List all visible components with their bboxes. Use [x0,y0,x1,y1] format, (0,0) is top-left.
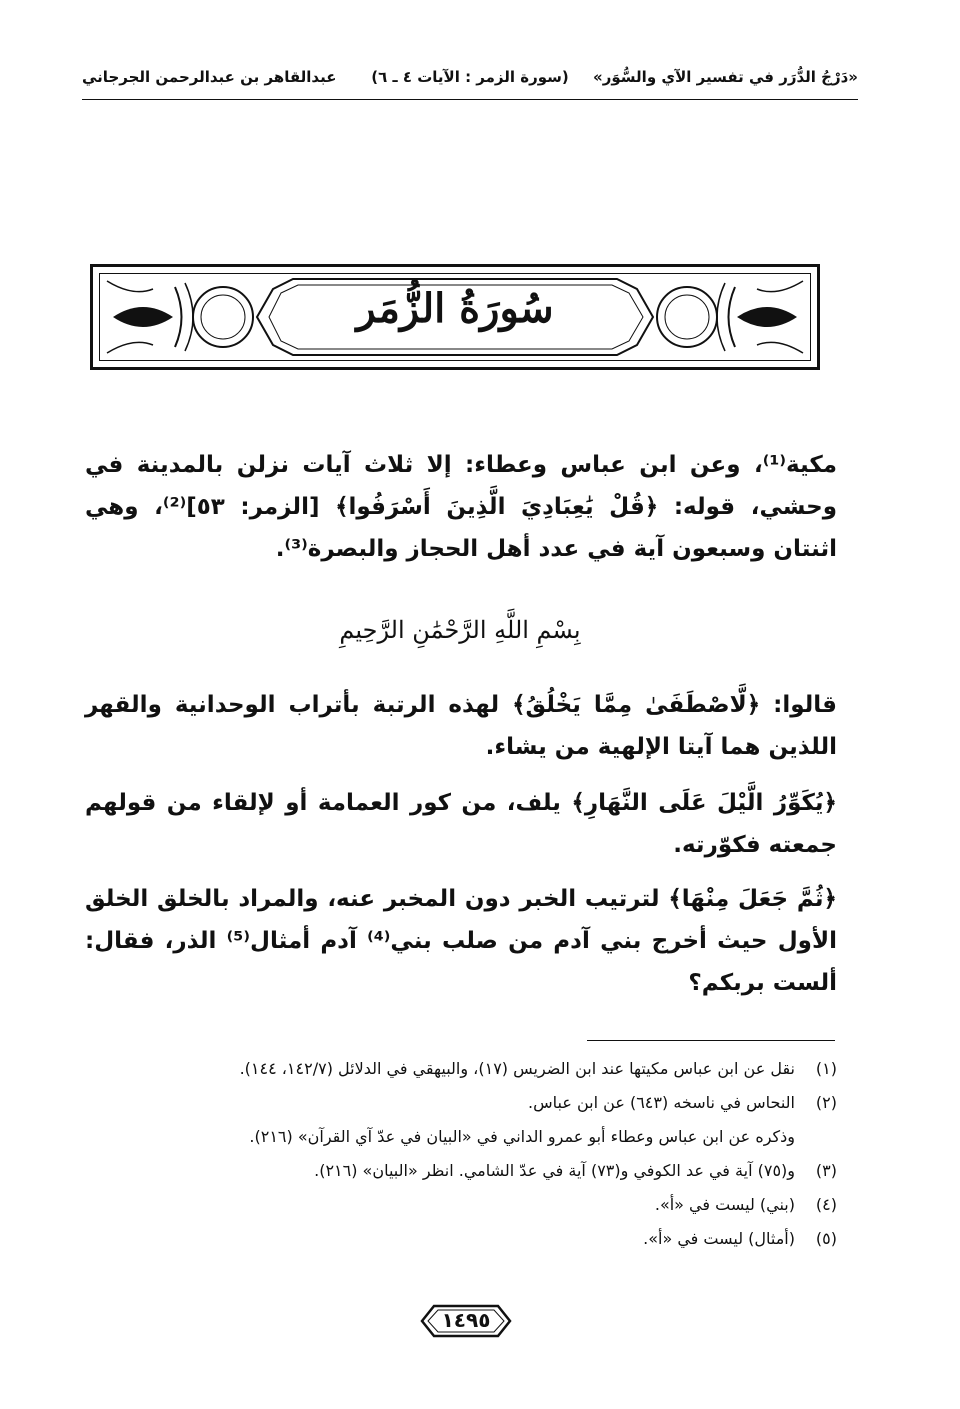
footnote-text: النحاس في ناسخه (٦٤٣) عن ابن عباس. [528,1093,795,1112]
paragraph-verse-6: ﴿ثُمَّ جَعَلَ مِنْهَا﴾ لترتيب الخبر دون المخبر عنه، والمراد بالخلق الخلق الأول حيث أخرج بني آدم من صلب بني⁽⁴⁾ آدم أمثال⁽⁵⁾ الذر، فقال: ألست بربكم؟ [85,886,837,996]
running-header [82,66,858,92]
footnote-divider [587,1040,835,1041]
footnote-continuation [85,1120,837,1154]
footnote-number: (٤) [815,1195,837,1214]
header-author: عبدالقاهر بن عبدالرحمن الجرجاني [82,68,337,86]
paragraph-verse-5: ﴿يُكَوِّرُ الَّيْلَ عَلَى النَّهَارِ﴾ يلف، من كور العمامة أو لإلقاء من قولهم جمعته فكوّرته. [85,790,837,858]
header-divider [82,99,858,100]
header-book-title: «دَرْجُ الدُّرَر في تفسير الآي والسُّوَر» [593,68,858,86]
paragraph-intro: مكية⁽¹⁾، وعن ابن عباس وعطاء: إلا ثلاث آيات نزلن بالمدينة في وحشي، قوله: ﴿قُلْ يَٰعِبَادِيَ الَّذِينَ أَسْرَفُوا﴾ [الزمر: ٥٣]⁽²⁾، وهي اثنتان وسبعون آية في عدد أهل الحجاز والبصرة⁽³⁾. [85,452,837,562]
header-surah-range: (سورة الزمر : الآيات ٤ ـ ٦) [371,68,569,86]
page-number: ١٤٩٥ [441,1308,491,1332]
footnote-item [85,1222,837,1256]
footnote-number: (٣) [815,1161,837,1180]
footnote-text: (بني) ليست في «أ». [654,1195,795,1214]
surah-title-banner [90,264,820,370]
footnote-item [85,1188,837,1222]
surah-title: سُورَةُ الزُّمَر [356,285,554,332]
footnote-number: (٢) [815,1093,837,1112]
footnote-text: وذكره عن ابن عباس وعطاء أبو عمرو الداني في «البيان في عدّ آي القرآن» (٢١٦). [249,1127,795,1146]
footnote-number: (٥) [815,1229,837,1248]
footnote-text: (أمثال) ليست في «أ». [643,1229,795,1248]
footnote-text: نقل عن ابن عباس مكيتها عند ابن الضريس (١٧)، والبيهقي في الدلائل (١٤٢/٧، ١٤٤). [239,1059,795,1078]
footnote-number: (١) [815,1059,837,1078]
footnote-text: و(٧٥) آية في عد الكوفي و(٧٣) آية في عدّ الشامي. انظر «البيان» (٢١٦). [314,1161,795,1180]
basmala: بِسْمِ اللَّهِ الرَّحْمَٰنِ الرَّحِيمِ [339,616,581,644]
page-number-badge [418,1300,514,1342]
footnotes [85,1052,837,1256]
footnote-item [85,1086,837,1120]
footnote-item [85,1052,837,1086]
footnote-item [85,1154,837,1188]
paragraph-verse-4: قالوا: ﴿لَّاصْطَفَىٰ مِمَّا يَخْلُقُ﴾ لهذه الرتبة بأتراب الوحدانية والقهر اللذين هما آيتا الإلهية من يشاء. [85,692,837,760]
